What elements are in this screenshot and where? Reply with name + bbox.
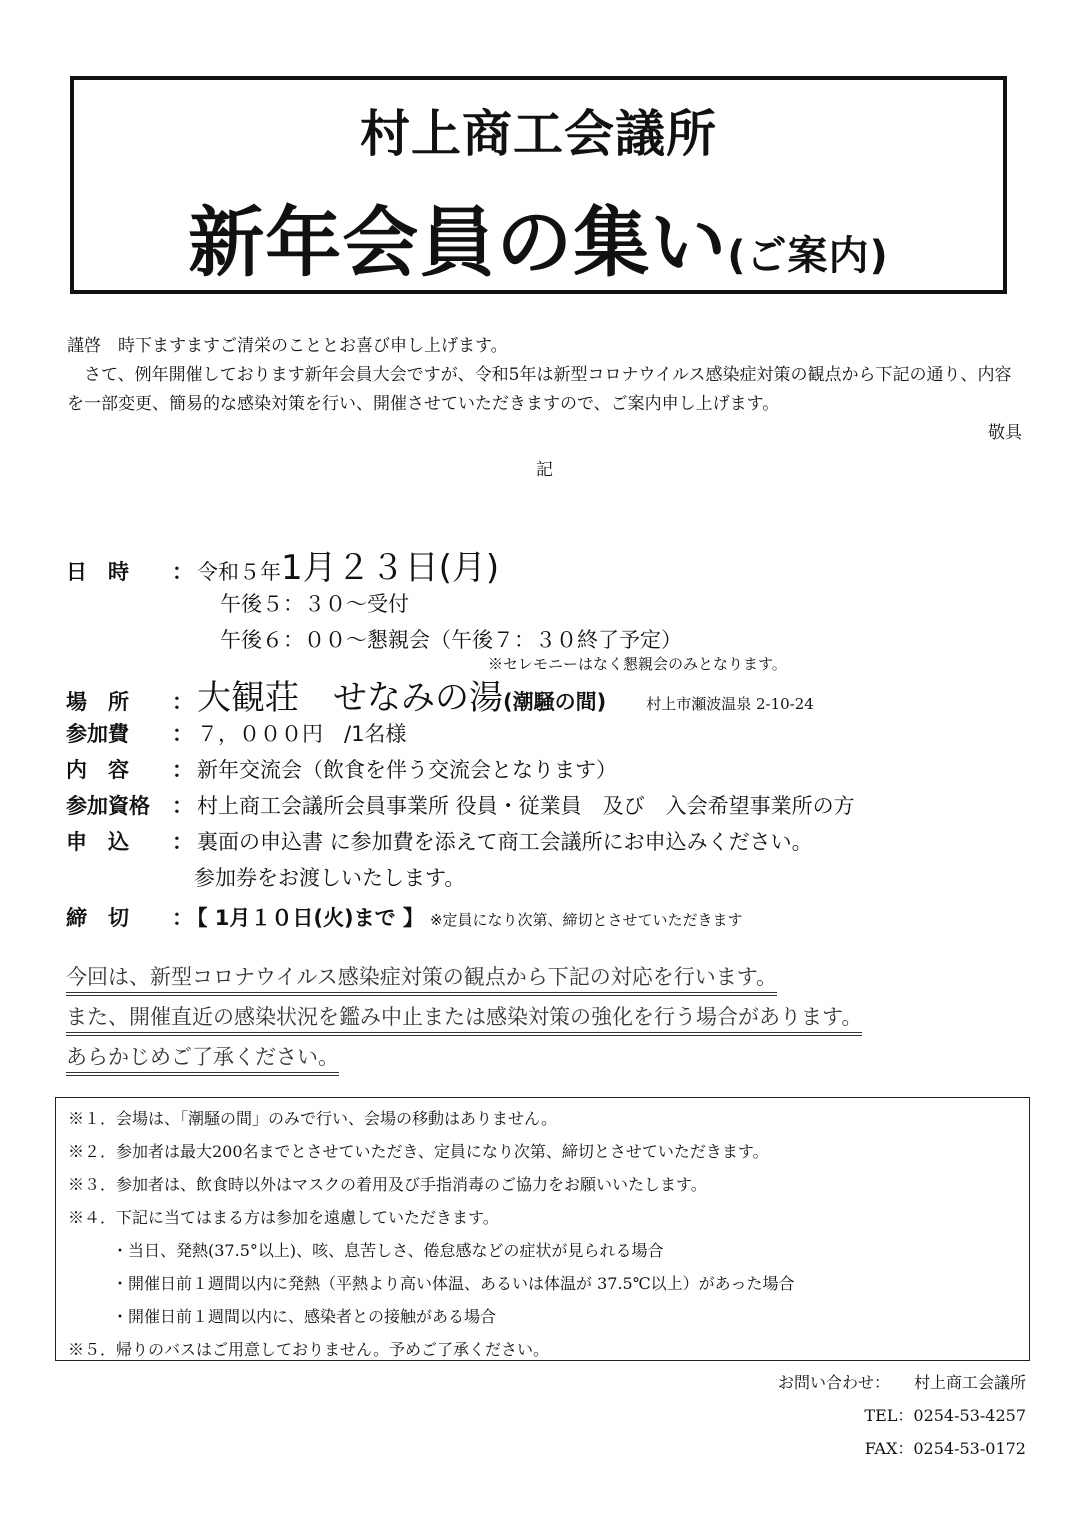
datetime-label: 日 時 xyxy=(66,560,129,584)
notes-box xyxy=(55,1097,1030,1361)
reception-time: 午後５：３０～受付 xyxy=(220,592,409,616)
apply-colon: ： xyxy=(172,830,193,854)
contact-org: 村上商工会議所 xyxy=(913,1373,1026,1392)
fee-row xyxy=(66,718,406,748)
contact-label: お問い合わせ： xyxy=(777,1373,890,1392)
note-3: ※３．参加者は、飲食時以外はマスクの着用及び手指消毒のご協力をお願いいたします。 xyxy=(68,1175,707,1194)
eligibility-value: 村上商工会議所会員事業所 役員・従業員 及び 入会希望事業所の方 xyxy=(197,794,855,818)
note-4: ※４．下記に当てはまる方は参加を遠慮していただきます。 xyxy=(68,1208,499,1227)
greeting-section xyxy=(67,332,1022,485)
place-colon: ： xyxy=(172,690,193,714)
notice-line-1: 今回は、新型コロナウイルス感染症対策の観点から下記の対応を行います。 xyxy=(66,962,777,996)
eligibility-row xyxy=(66,790,855,820)
date-prefix: 令和５年 xyxy=(197,560,281,584)
content-value: 新年交流会（飲食を伴う交流会となります） xyxy=(197,758,617,782)
content-colon: ： xyxy=(172,758,193,782)
contact-tel: TEL：0254-53-4257 xyxy=(864,1406,1026,1425)
note-4-bullet-1: ・当日、発熱(37.5°以上)、咳、息苦しさ、倦怠感などの症状が見られる場合 xyxy=(112,1241,664,1260)
apply-value: 裏面の申込書 に参加費を添えて商工会議所にお申込みください。 xyxy=(197,830,813,854)
greeting-body: さて、例年開催しております新年会員大会ですが、令和5年は新型コロナウイルス感染症対策の観点から下記の通り、内容を一部変更、簡易的な感染対策を行い、開催させていただきますので、ご案内申し上げます。 xyxy=(67,365,1012,414)
note-4-bullet-2: ・開催日前１週間以内に発熱（平熱より高い体温、あるいは体温が 37.5℃以上）があった場合 xyxy=(112,1274,795,1293)
notice-section xyxy=(66,960,862,1080)
deadline-colon: ： xyxy=(172,906,193,930)
eligibility-colon: ： xyxy=(172,794,193,818)
deadline-value: 【 1月１０日(火)まで 】 xyxy=(197,906,424,930)
note-2: ※２．参加者は最大200名までとさせていただき、定員になり次第、締切とさせていただきます。 xyxy=(68,1142,769,1161)
event-title-main: 新年会員の集い xyxy=(188,198,728,287)
place-room: (潮騒の間) xyxy=(503,690,607,714)
greeting-opening: 謹啓 時下ますますご清栄のこととお喜び申し上げます。 xyxy=(67,336,508,356)
deadline-label: 締 切 xyxy=(66,906,129,930)
apply-label: 申 込 xyxy=(66,830,129,854)
apply-row xyxy=(66,826,813,856)
content-row xyxy=(66,754,617,784)
title-box xyxy=(70,76,1007,294)
place-label: 場 所 xyxy=(66,690,129,714)
fee-colon: ： xyxy=(172,722,193,746)
eligibility-label: 参加資格 xyxy=(66,794,150,818)
datetime-colon: ： xyxy=(172,560,193,584)
event-date: 1月２３日(月) xyxy=(281,548,500,588)
content-label: 内 容 xyxy=(66,758,129,782)
place-address: 村上市瀬波温泉 2-10-24 xyxy=(646,695,814,713)
deadline-note: ※定員になり次第、締切とさせていただきます xyxy=(429,911,743,929)
note-5: ※５．帰りのバスはご用意しておりません。予めご了承ください。 xyxy=(68,1340,549,1359)
event-title-sub: (ご案内) xyxy=(727,233,889,279)
notice-line-3: あらかじめご了承ください。 xyxy=(66,1042,339,1076)
fee-value: ７，０００円 /1名様 xyxy=(197,722,407,746)
contact-heading xyxy=(778,1366,1026,1399)
apply-value-2: 参加券をお渡しいたします。 xyxy=(194,866,466,890)
deadline-row xyxy=(66,902,743,932)
contact-section xyxy=(778,1366,1026,1465)
place-name: 大観荘 せなみの湯 xyxy=(197,678,503,718)
event-title xyxy=(74,182,1003,291)
datetime-row xyxy=(66,540,499,589)
note-1: ※１．会場は、「潮騒の間」のみで行い、会場の移動はありません。 xyxy=(68,1109,557,1128)
contact-fax: FAX：0254-53-0172 xyxy=(864,1439,1026,1458)
ceremony-note: ※セレモニーはなく懇親会のみとなります。 xyxy=(488,655,787,673)
party-time: 午後６：００～懇親会（午後７：３０終了予定） xyxy=(220,628,682,652)
ki-mark: 記 xyxy=(536,460,553,480)
fee-label: 参加費 xyxy=(66,722,129,746)
note-4-bullet-3: ・開催日前１週間以内に、感染者との接触がある場合 xyxy=(112,1307,497,1326)
organization-title: 村上商工会議所 xyxy=(360,105,717,163)
greeting-closing: 敬具 xyxy=(988,423,1022,443)
place-row xyxy=(66,670,814,719)
notice-line-2: また、開催直近の感染状況を鑑み中止または感染対策の強化を行う場合があります。 xyxy=(66,1002,862,1036)
